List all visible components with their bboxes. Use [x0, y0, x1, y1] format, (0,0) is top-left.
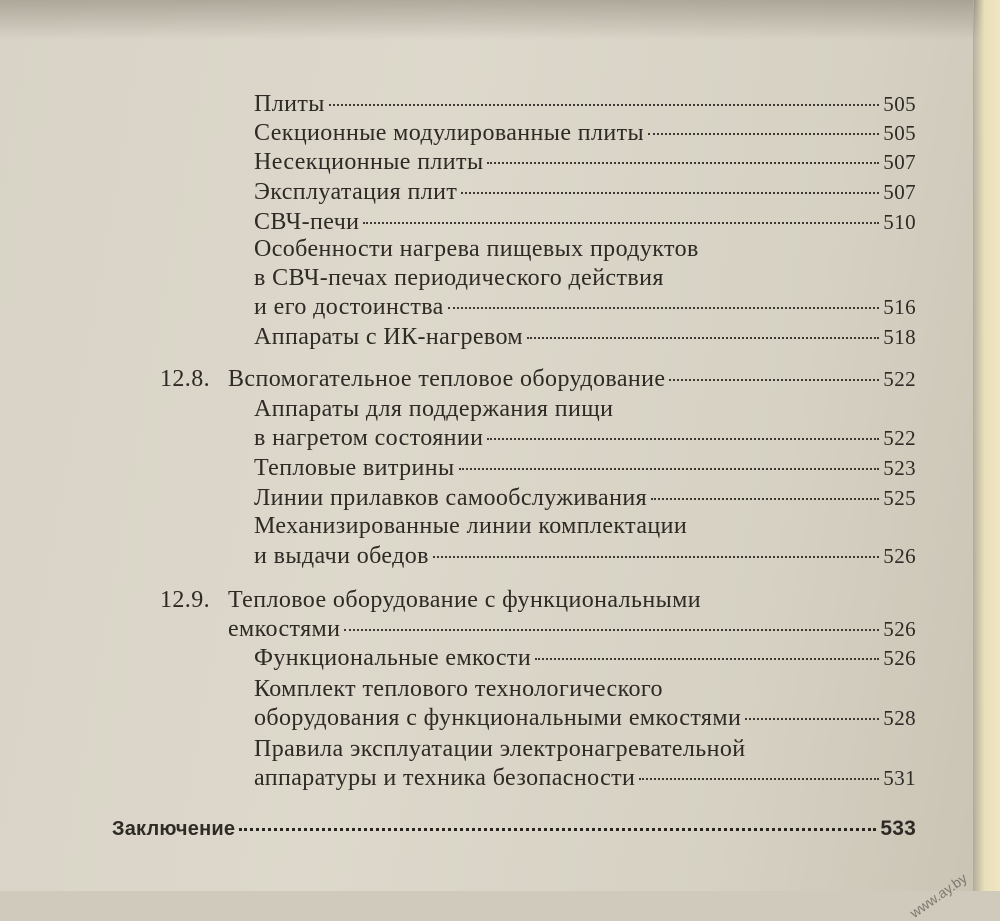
toc-entry-title: аппаратуры и техника безопасности [254, 765, 636, 791]
toc-entry-page: 526 [883, 617, 916, 641]
toc-entry-title: и выдачи обедов [254, 543, 429, 569]
toc-entry-page: 522 [883, 426, 916, 450]
dot-leader [239, 828, 876, 831]
toc-entry-line: в СВЧ-печах периодического действия [254, 265, 664, 291]
dot-leader [344, 629, 879, 631]
dot-leader [487, 438, 879, 440]
toc-section-number: 12.9. [160, 587, 210, 613]
toc-entry [254, 325, 916, 349]
toc-section [228, 617, 916, 641]
toc-section-line [160, 588, 701, 612]
toc-section-title-cont: емкостями [228, 616, 341, 642]
toc-section-title: Тепловое оборудование с функциональными [228, 587, 701, 613]
page-top-shadow [0, 0, 1000, 40]
toc-entry [254, 210, 916, 234]
toc-entry-page: 510 [883, 210, 916, 234]
toc-section-title: Вспомогательное тепловое оборудование [228, 366, 666, 392]
toc-entry-page: 528 [883, 706, 916, 730]
dot-leader [448, 307, 880, 309]
toc-entry-line: Механизированные линии комплектации [254, 513, 688, 539]
toc-entry [254, 150, 916, 174]
adjacent-page-edge [973, 0, 1000, 891]
toc-entry-line: Аппараты для поддержания пищи [254, 396, 614, 422]
toc-entry-line: Комплект теплового технологического [254, 676, 663, 702]
dot-leader [669, 379, 879, 381]
dot-leader [535, 658, 879, 660]
toc-entry-page: 525 [883, 486, 916, 510]
toc-entry [254, 706, 916, 730]
toc-entry-title: СВЧ-печи [254, 209, 360, 235]
toc-entry [254, 295, 916, 319]
dot-leader [461, 192, 879, 194]
toc-entry-title: Несекционные плиты [254, 149, 484, 175]
toc-entry-title: оборудования с функциональными емкостями [254, 705, 742, 731]
dot-leader [639, 778, 879, 780]
dot-leader [433, 556, 879, 558]
toc-entry-title: в нагретом состоянии [254, 425, 484, 451]
toc-entry-title: Линии прилавков самообслуживания [254, 485, 648, 511]
toc-entry [254, 544, 916, 568]
toc-entry-line: Правила эксплуатации электронагревательной [254, 736, 746, 762]
toc-entry-title: Эксплуатация плит [254, 179, 458, 205]
dot-leader [329, 104, 880, 106]
toc-entry-page: 526 [883, 646, 916, 670]
toc-entry-page: 526 [883, 544, 916, 568]
dot-leader [487, 162, 879, 164]
toc-entry [254, 92, 916, 116]
toc-entry-page: 518 [883, 325, 916, 349]
toc-conclusion-title: Заключение [112, 818, 236, 840]
toc-entry-title: Аппараты с ИК-нагревом [254, 324, 523, 350]
dot-leader [648, 133, 879, 135]
toc-entry-title: Плиты [254, 91, 325, 117]
toc-entry-title: Тепловые витрины [254, 455, 455, 481]
dot-leader [745, 718, 879, 720]
toc-conclusion-page: 533 [880, 817, 916, 840]
toc-entry [254, 426, 916, 450]
toc-entry-page: 505 [883, 121, 916, 145]
toc-entry-page: 522 [883, 367, 916, 391]
toc-entry-page: 531 [883, 766, 916, 790]
dot-leader [527, 337, 879, 339]
toc-entry [254, 486, 916, 510]
toc-conclusion [112, 818, 916, 839]
dot-leader [459, 468, 880, 470]
toc-entry-page: 507 [883, 150, 916, 174]
dot-leader [363, 222, 879, 224]
toc-entry-page: 507 [883, 180, 916, 204]
toc-entry-title: Функциональные емкости [254, 645, 532, 671]
toc-entry [254, 180, 916, 204]
toc-section-number: 12.8. [160, 366, 210, 392]
toc-entry-line: Особенности нагрева пищевых продуктов [254, 236, 699, 262]
toc-entry [254, 456, 916, 480]
toc-entry [254, 121, 916, 145]
toc-entry [254, 766, 916, 790]
toc-entry-title: Секционные модулированные плиты [254, 120, 645, 146]
toc-entry-title: и его достоинства [254, 294, 444, 320]
watermark: www.ay.by [906, 869, 970, 921]
toc-entry-page: 523 [883, 456, 916, 480]
toc-entry-page: 505 [883, 92, 916, 116]
dot-leader [651, 498, 879, 500]
toc-section [160, 367, 916, 391]
toc-entry-page: 516 [883, 295, 916, 319]
toc-entry [254, 646, 916, 670]
